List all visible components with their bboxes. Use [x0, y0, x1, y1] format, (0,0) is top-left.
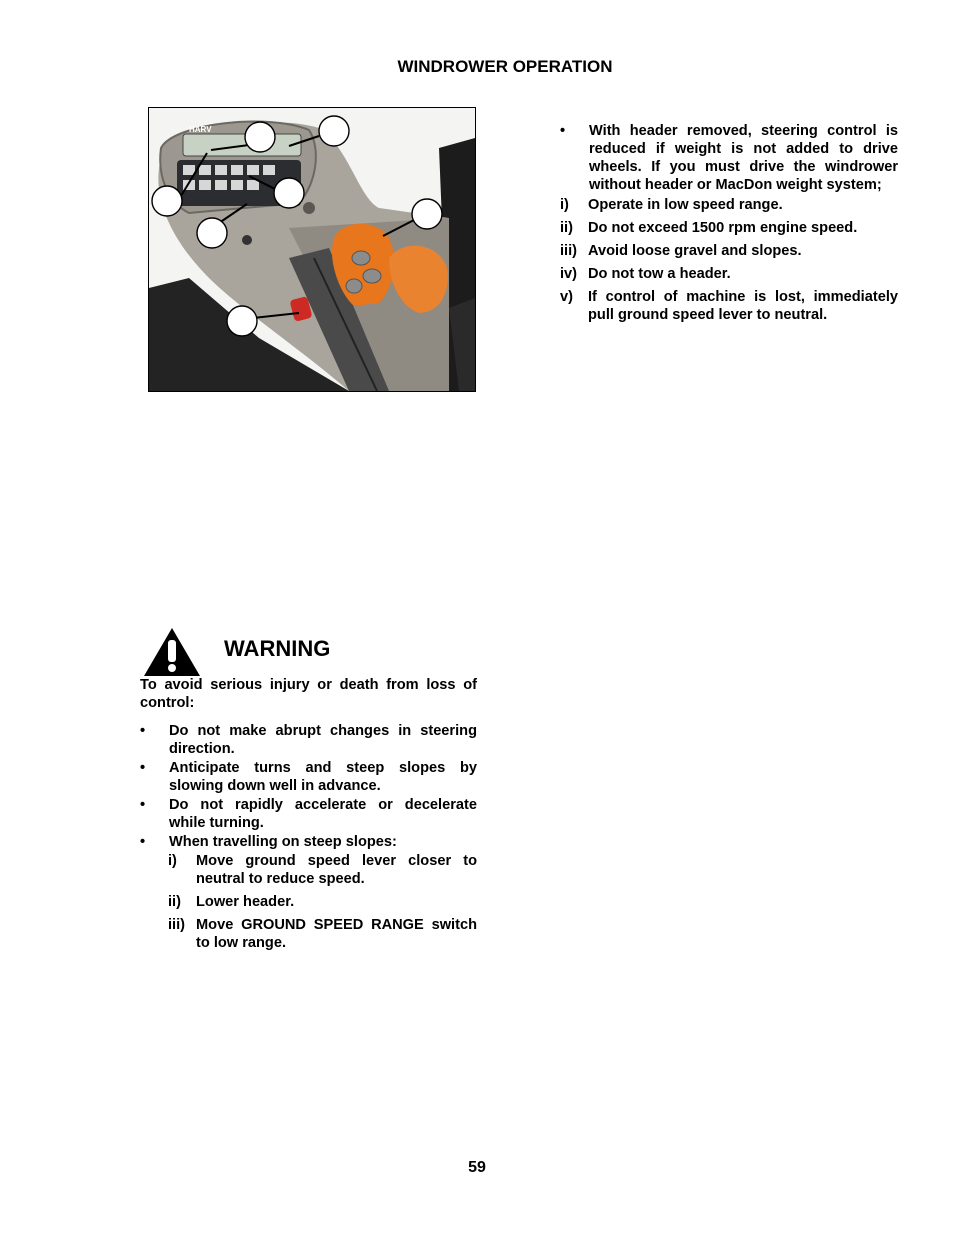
- sub-item: [168, 916, 477, 952]
- sub-item-text: Avoid loose gravel and slopes.: [588, 243, 802, 259]
- sub-item-number: i): [168, 853, 177, 869]
- bullet-dot: •: [140, 797, 146, 813]
- sub-item: [560, 242, 898, 260]
- sub-item: [560, 288, 898, 324]
- bullet-dot: •: [140, 834, 146, 850]
- warning-title: WARNING: [224, 636, 331, 661]
- sub-item: [560, 196, 898, 214]
- sub-item-text: Move GROUND SPEED RANGE switch to low range.: [196, 917, 477, 951]
- list-item: [560, 122, 898, 194]
- bullet-dot: •: [560, 123, 566, 139]
- bullet-text: Anticipate turns and steep slopes by slowing down well in advance.: [169, 760, 477, 794]
- sub-item-number: ii): [560, 220, 573, 236]
- list-item: [140, 833, 477, 851]
- bullet-text: Do not make abrupt changes in steering direction.: [169, 723, 477, 757]
- list-item: [140, 759, 477, 795]
- console-brand-text: HARV: [189, 125, 212, 134]
- sub-item: [168, 893, 477, 911]
- sub-item-number: iii): [560, 243, 578, 259]
- sub-item-number: i): [560, 197, 569, 213]
- warning-triangle-icon: [143, 627, 201, 677]
- warning-header: [143, 627, 483, 677]
- console-photo: [148, 107, 476, 392]
- sub-item: [168, 852, 477, 888]
- sub-item-number: v): [560, 289, 573, 305]
- sub-item-text: If control of machine is lost, immediately pull ground speed lever to neutral.: [588, 289, 898, 323]
- bullet-text: With header removed, steering control is reduced if weight is not added to drive wheels. If you must drive the windrower without header or MacDon weight system;: [589, 123, 898, 193]
- sub-item: [560, 265, 898, 283]
- sub-item: [560, 219, 898, 237]
- bullet-dot: •: [140, 723, 146, 739]
- sub-item-text: Do not tow a header.: [588, 266, 731, 282]
- sub-item-text: Move ground speed lever closer to neutral to reduce speed.: [196, 853, 477, 887]
- bullet-text: Do not rapidly accelerate or decelerate while turning.: [169, 797, 477, 831]
- warning-intro: To avoid serious injury or death from loss of control:: [140, 677, 477, 711]
- bullet-text: When travelling on steep slopes:: [169, 834, 397, 850]
- sub-item-text: Do not exceed 1500 rpm engine speed.: [588, 220, 858, 236]
- sub-item-number: ii): [168, 894, 181, 910]
- page-number: 59: [468, 1159, 486, 1176]
- bullet-dot: •: [140, 760, 146, 776]
- sub-item-text: Operate in low speed range.: [588, 197, 783, 213]
- page-title: WINDROWER OPERATION: [397, 57, 613, 76]
- warning-body: [140, 676, 477, 952]
- sub-item-number: iii): [168, 917, 186, 933]
- header-removed-caution: [560, 122, 898, 324]
- list-item: [140, 722, 477, 758]
- sub-item-number: iv): [560, 266, 578, 282]
- list-item: [140, 796, 477, 832]
- sub-item-text: Lower header.: [196, 894, 295, 910]
